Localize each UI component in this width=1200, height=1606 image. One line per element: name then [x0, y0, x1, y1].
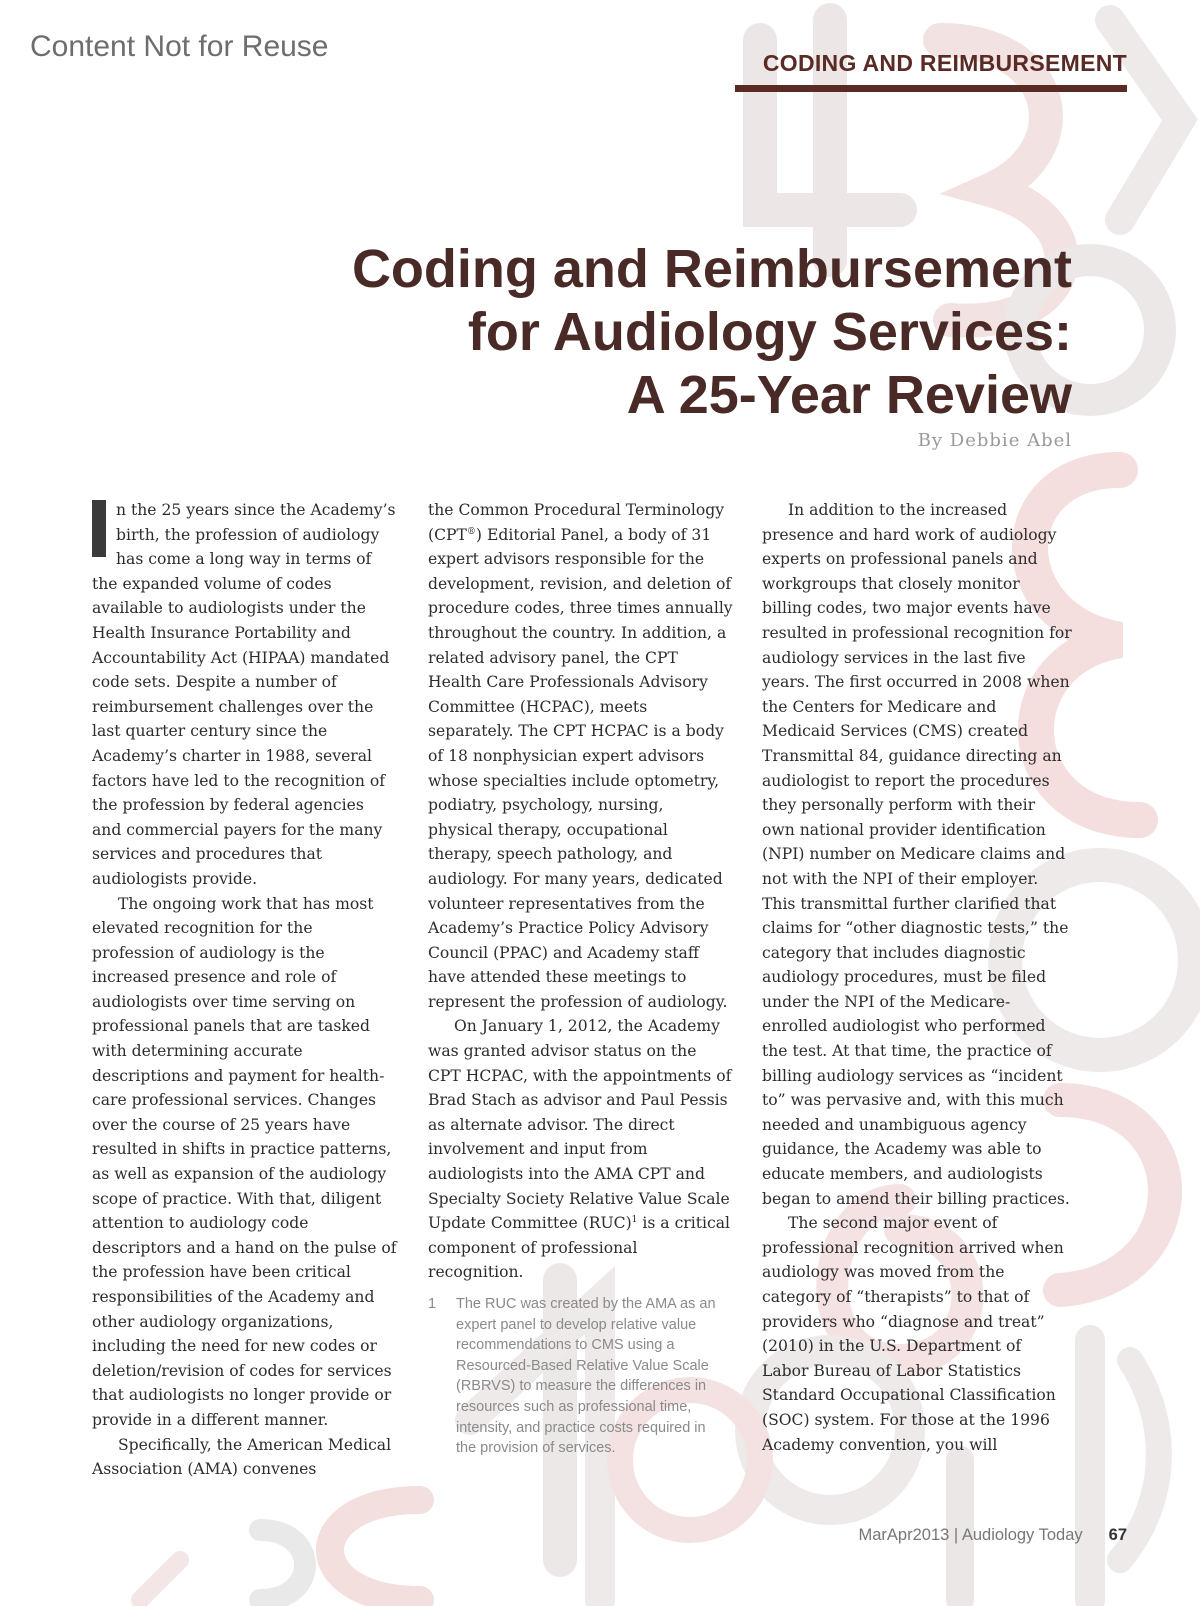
content-watermark: Content Not for Reuse [30, 30, 329, 63]
page-number: 67 [1108, 1526, 1127, 1544]
section-rule-divider [735, 85, 1127, 92]
paragraph: Specifically, the American Medical Association (AMA) convenes [92, 1435, 392, 1479]
page-folio [859, 1526, 1128, 1545]
paragraph: The ongoing work that has most elevated recognition for the profession of audiology is the increased presence and role of audiologists over time serving on professional panels that are tasked with determining accurate descriptions and payment for health-care professional services. Changes over the course of 25 years have resulted in shifts in practice patterns, as well as expansion of the audiology scope of practice. With that, diligent attention to audiology code descriptors and a hand on the pulse of the profession have been critical responsibilities of the Academy and other audiology organizations, including the need for new codes or deletion/revision of codes for services that audiologists no longer provide or provide in a different manner. [92, 894, 397, 1429]
footnote-ref: 1 [631, 1215, 638, 1226]
author-byline: By Debbie Abel [917, 430, 1072, 451]
paragraph: The second major event of professional recognition arrived when audiology was moved from the category of “therapists” to that of providers who “diagnose and treat” (2010) in the U.S. Department of Labor Bureau of Labor Statistics Standard Occupational Classification (SOC) system. For those at the 1996 Academy convention, you will [762, 1214, 1064, 1454]
article-column-3 [762, 498, 1072, 1457]
paragraph [92, 498, 397, 892]
issue-label: MarApr2013 | Audiology Today [858, 1526, 1083, 1544]
paragraph-text: the Common Procedural Terminology (CPT [428, 501, 725, 544]
footnote [428, 1294, 728, 1459]
paragraph [428, 498, 733, 1014]
paragraph [428, 1014, 733, 1285]
section-label: CODING AND REIMBURSEMENT [762, 50, 1127, 76]
footnote-text: The RUC was created by the AMA as an expert panel to develop relative value recommendations to CMS using a Resourced-Based Relative Value Scale (RBRVS) to measure the differences in resources such as professional time, intensity, and practice costs required in the provision of services. [456, 1296, 716, 1457]
title-line-1: Coding and Reimbursement [351, 239, 1072, 299]
paragraph-text: n the 25 years since the Academy’s birth, the profession of audiology has come a long way in terms of the expanded volume of codes available to audiologists under the Health Insurance Portability and Accountability Act (HIPAA) mandated code sets. Despite a number of reimbursement challenges over the last quarter century since the Academy’s charter in 1988, several factors have led to the recognition of the profession by federal agencies and commercial payers for the many services and procedures that audiologists provide. [92, 501, 396, 888]
paragraph: In addition to the increased presence and hard work of audiology experts on professional panels and workgroups that closely monitor billing codes, two major events have resulted in professional recognition for audiology services in the last five years. The first occurred in 2008 when the Centers for Medicare and Medicaid Services (CMS) created Transmittal 84, guidance directing an audiologist to report the procedures they personally perform with their own national provider identification (NPI) number on Medicare claims and not with the NPI of their employer. This transmittal further clarified that claims for “other diagnostic tests,” the category that includes diagnostic audiology procedures, must be filed under the NPI of the Medicare-enrolled audiologist who performed the test. At that time, the practice of billing audiology services as “incident to” was pervasive and, with this much needed and unambiguous agency guidance, the Academy was able to educate members, and audiologists began to amend their billing practices. [762, 501, 1072, 1208]
article-title [172, 238, 1072, 427]
paragraph-text: On January 1, 2012, the Academy was granted advisor status on the CPT HCPAC, with the appointments of Brad Stach as advisor and Paul Pessis as alternate advisor. The direct involvement and input from audiologists into the AMA CPT and Specialty Society Relative Value Scale Update Committee (RUC) [428, 1017, 732, 1233]
footnote-number: 1 [428, 1296, 437, 1312]
paragraph-text: ) Editorial Panel, a body of 31 expert advisors responsible for the development, revision, and deletion of procedure codes, three times annually throughout the country. In addition, a related advisory panel, the CPT Health Care Professionals Advisory Committee (HCPAC), meets separately. The CPT HCPAC is a body of 18 nonphysician expert advisors whose specialties include optometry, podiatry, psychology, nursing, physical therapy, occupational therapy, speech pathology, and audiology. For many years, dedicated volunteer representatives from the Academy’s Practice Policy Advisory Council (PPAC) and Academy staff have attended these meetings to represent the profession of audiology. [428, 525, 733, 1011]
article-column-2 [428, 498, 733, 1285]
drop-cap [92, 500, 106, 557]
title-line-2: for Audiology Services: [467, 302, 1072, 362]
paragraph-text: is a critical component of professional recognition. [428, 1214, 731, 1282]
article-column-1 [92, 498, 397, 1482]
title-line-3: A 25-Year Review [626, 365, 1072, 425]
registered-mark: ® [466, 526, 476, 537]
